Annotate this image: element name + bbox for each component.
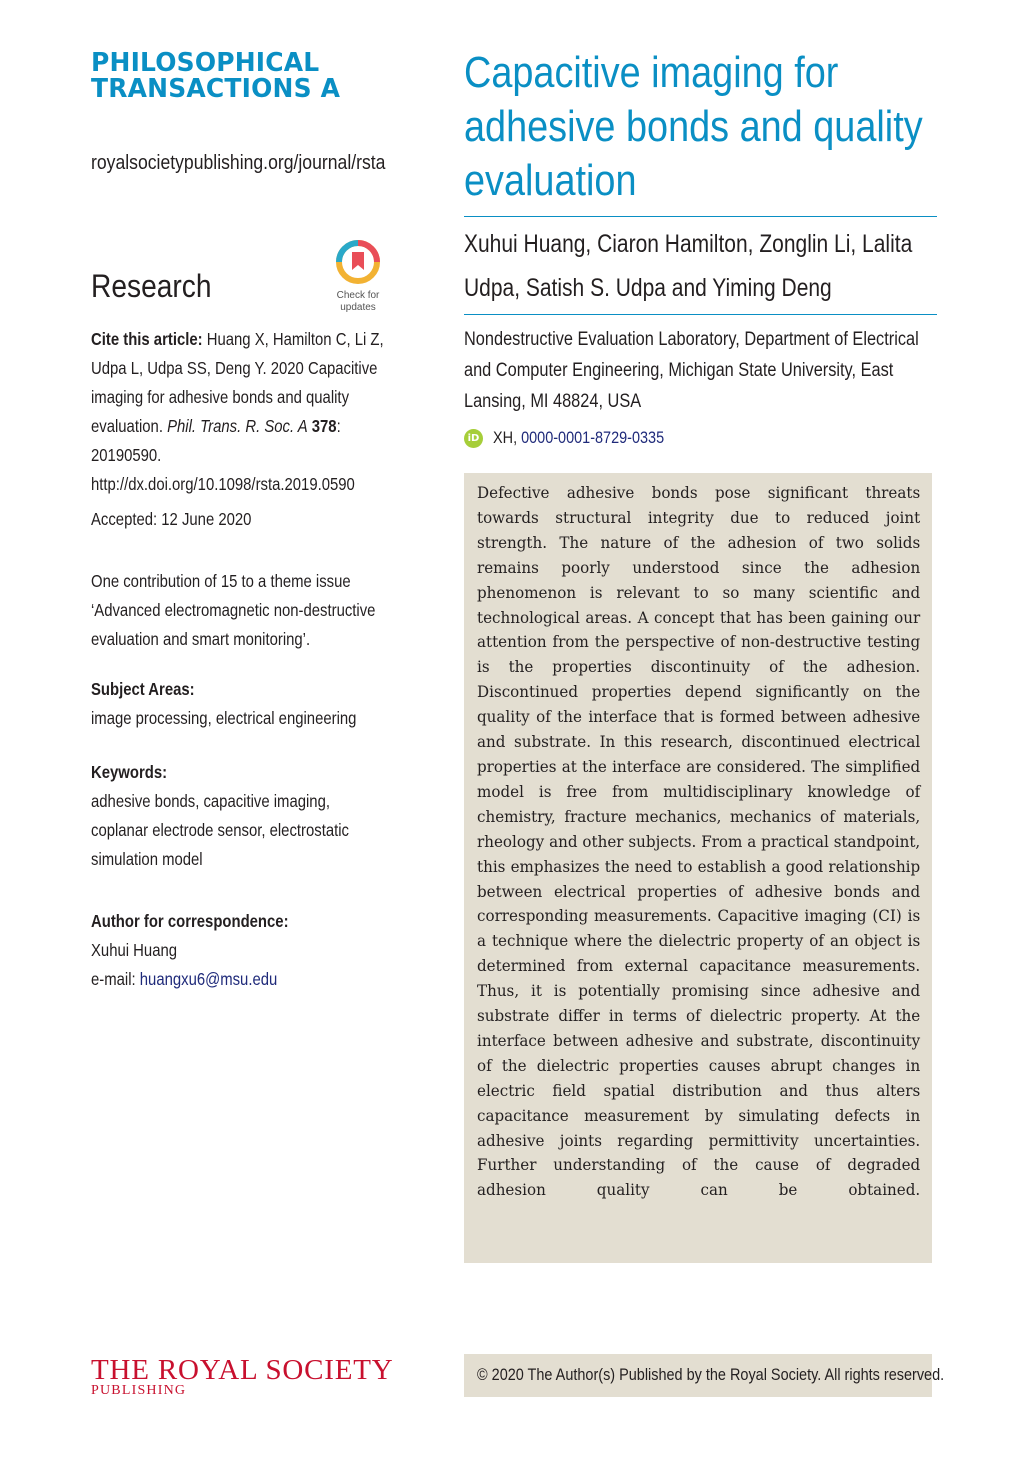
subject-areas xyxy=(91,675,401,733)
cite-doi-link[interactable]: http://dx.doi.org/10.1098/rsta.2019.0590 xyxy=(91,474,355,494)
cite-text: Huang X, Hamilton C, Li Z, Udpa L, Udpa SS, Deng Y. 2020 Capacitive imaging for adhesive bonds and quality evaluation. xyxy=(91,329,384,436)
check-for-updates-badge[interactable] xyxy=(330,240,386,313)
keywords-text: adhesive bonds, capacitive imaging, coplanar electrode sensor, electrostatic simulation model xyxy=(91,791,349,869)
correspondence-label: Author for correspondence: xyxy=(91,911,289,931)
section-label: Research xyxy=(91,268,212,304)
check-updates-label-line1: Check for xyxy=(336,290,380,301)
keywords xyxy=(91,758,401,874)
journal-name xyxy=(91,50,398,102)
copyright-box xyxy=(464,1354,945,1397)
affiliation: Nondestructive Evaluation Laboratory, Department of Electrical and Computer Engineering, Michigan State University, East Lansing, MI 48824, USA xyxy=(464,329,919,412)
check-updates-icon xyxy=(335,240,381,284)
keywords-label: Keywords: xyxy=(91,762,168,782)
orcid-line xyxy=(464,428,694,448)
royal-society-logo xyxy=(91,1356,394,1398)
orcid-link[interactable]: 0000-0001-8729-0335 xyxy=(521,428,665,447)
copyright-text: © 2020 The Author(s) Published by the Royal Society. All rights reserved. xyxy=(477,1365,945,1384)
subject-label: Subject Areas: xyxy=(91,679,195,699)
accepted-text: Accepted: 12 June 2020 xyxy=(91,509,252,529)
subject-text: image processing, electrical engineering xyxy=(91,708,357,728)
publisher-name: THE ROYAL SOCIETY xyxy=(91,1354,394,1386)
journal-name-line1: PHILOSOPHICAL xyxy=(91,48,320,78)
cite-volume: 378 xyxy=(311,416,337,436)
cite-pages: : 20190590. xyxy=(91,416,341,465)
author-correspondence xyxy=(91,907,401,994)
title-rule xyxy=(464,216,937,217)
article-authors: Xuhui Huang, Ciaron Hamilton, Zonglin Li, Lalita Udpa, Satish S. Udpa and Yiming Deng xyxy=(464,230,913,302)
cite-label: Cite this article: xyxy=(91,329,203,349)
article-title: Capacitive imaging for adhesive bonds and quality evaluation xyxy=(464,48,923,205)
authors-rule xyxy=(464,314,937,315)
correspondence-name: Xuhui Huang xyxy=(91,940,178,960)
abstract-text: Defective adhesive bonds pose significant threats towards structural integrity due to reduced joint strength. The nature of the adhesion of two solids remains poorly understood since the adhesion phenomenon is relevant to so many scientific and technological areas. A concept that has been gaining our attention from the perspective of non-destructive testing is the properties discontinuity of the adhesion. Discontinued properties depend significantly on the quality of the interface that is formed between adhesive and substrate. In this research, discontinued electrical properties at the interface are considered. The simplified model is free from multidisciplinary knowledge of chemistry, fracture mechanics, mechanics of materials, rheology and other subjects. From a practical standpoint, this emphasizes the need to establish a good relationship between electrical properties of adhesive bonds and corresponding measurements. Capacitive imaging (CI) is a technique where the dielectric property of an object is determined from external capacitance measurements. Thus, it is potentially promising since adhesive and substrate differ in terms of dielectric property. At the interface between adhesive and substrate, discontinuity of the dielectric properties causes abrupt changes in electric field spatial distribution and thus alters capacitance measurement by simulating defects in adhesive joints regarding permittivity uncertainties. Further understanding of the cause of degraded adhesion quality can be obtained. xyxy=(477,483,921,1200)
email-link[interactable]: huangxu6@msu.edu xyxy=(139,969,278,989)
cite-journal: Phil. Trans. R. Soc. A xyxy=(167,416,308,436)
accepted-date xyxy=(91,505,401,534)
email-label: e-mail: xyxy=(91,969,140,989)
orcid-initials: XH, xyxy=(493,428,522,447)
orcid-icon: iD xyxy=(464,429,483,448)
abstract-box xyxy=(464,473,932,1263)
check-updates-label-line2: updates xyxy=(340,302,376,313)
journal-url[interactable]: royalsocietypublishing.org/journal/rsta xyxy=(91,152,386,174)
cite-this-article xyxy=(91,325,401,499)
theme-issue-note xyxy=(91,567,401,654)
journal-name-line2: TRANSACTIONS A xyxy=(91,74,341,104)
contribution-text: One contribution of 15 to a theme issue ‘Advanced electromagnetic non-destructive evaluation and smart monitoring’. xyxy=(91,571,376,649)
publisher-subtitle: PUBLISHING xyxy=(91,1383,187,1398)
